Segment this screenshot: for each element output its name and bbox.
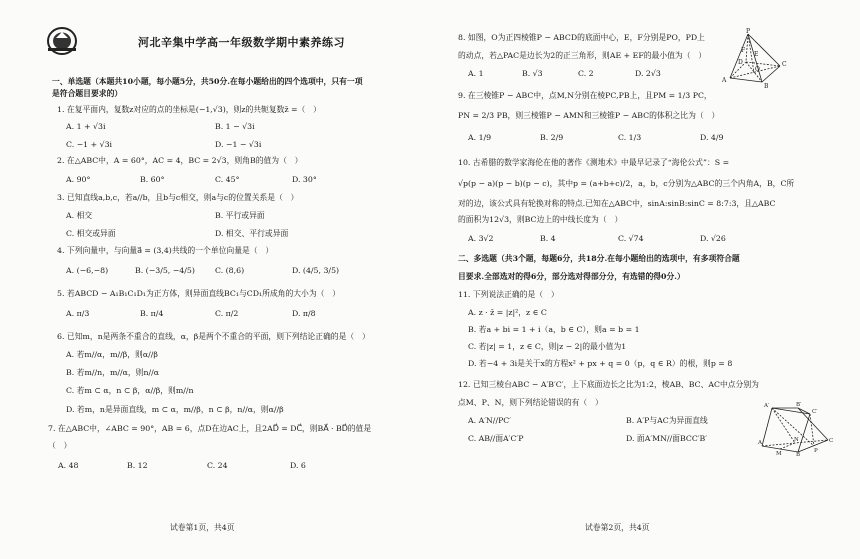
q11-option-a: A. z · z̄ = |z|²，z ∈ C xyxy=(468,308,547,317)
fig1-label-a: A xyxy=(722,77,727,84)
q9-option-b: B. 2/9 xyxy=(540,133,564,142)
fig2-label-c: C xyxy=(829,438,834,444)
q7-option-c: C. 24 xyxy=(207,461,228,470)
section-2-heading: 二、多选题（共3个题，每题6分，共18分.在每小题给出的选项中，有多项符合题 xyxy=(458,254,740,263)
q2-option-a: A. 90° xyxy=(66,175,91,184)
q6-option-d: D. 若m，n是异面直线，m ⊂ α，m//β，n ⊂ β，n//α，则α//β xyxy=(66,405,284,414)
fig2-label-b-prime: B′ xyxy=(796,402,802,408)
exam-title: 河北辛集中学高一年级数学期中素养练习 xyxy=(138,36,345,49)
q9-option-c: C. 1/3 xyxy=(618,133,642,142)
fig1-label-c: C xyxy=(782,61,787,68)
q4-option-c: C. (8,6) xyxy=(215,266,245,275)
q6-option-c: C. 若m ⊂ α，n ⊂ β，α//β，则m//n xyxy=(66,386,194,395)
q1-option-b: B. 1 − √3i xyxy=(215,122,255,131)
q12-option-c: C. AB//面A′C′P xyxy=(468,434,524,443)
fig2-label-a-prime: A′ xyxy=(764,403,770,409)
q5-option-a: A. π/3 xyxy=(66,309,90,318)
exam-page-2 xyxy=(430,0,860,559)
q1-option-a: A. 1 + √3i xyxy=(66,122,106,131)
question-10-cont-3: 的面积为12√3，则BC边上的中线长度为（ ） xyxy=(458,215,623,224)
fig1-label-o: O xyxy=(755,66,760,73)
fig2-label-b: B xyxy=(796,452,801,456)
section-1-heading: 一、单选题（本题共10小题，每小题5分，共50分.在每小题给出的四个选项中，只有一项 xyxy=(52,77,363,86)
q5-option-b: B. π/4 xyxy=(140,309,164,318)
q3-option-a: A. 相交 xyxy=(66,211,93,220)
q6-option-a: A. 若m//α，m//β，则α//β xyxy=(66,350,158,359)
question-5: 5. 若ABCD − A₁B₁C₁D₁为正方体，则异面直线BC₁与CD₁所成角的大小为（ ） xyxy=(57,289,341,298)
fig2-label-m: M xyxy=(776,451,782,456)
q1-option-d: D. −1 − √3i xyxy=(215,140,262,149)
fig1-label-p: P xyxy=(746,28,751,35)
q11-option-d: D. 若−4 + 3i是关于x的方程x² + px + q = 0（p，q ∈ R）的根，则p = 8 xyxy=(468,359,733,368)
question-1: 1. 在复平面内，复数z对应的点的坐标是(−1,√3)，则z的共轭复数z̄ =（ ） xyxy=(57,105,321,114)
fig2-label-a: A xyxy=(758,440,762,446)
q10-option-a: A. 3√2 xyxy=(468,234,494,243)
fig1-label-e: E xyxy=(754,51,759,58)
page-1-footer: 试卷第1页，共4页 xyxy=(170,523,235,532)
q4-option-b: B. (−3/5, −4/5) xyxy=(135,266,195,275)
q5-option-d: D. π/8 xyxy=(292,309,316,318)
fig1-label-d: D xyxy=(738,59,743,66)
q4-option-a: A. (−6,−8) xyxy=(66,266,109,275)
question-8: 8. 如图，O为正四棱锥P − ABCD的底面中心，E，F分别是PO，PD上 xyxy=(458,33,705,42)
fig1-label-f: F xyxy=(741,47,746,54)
q3-option-b: B. 平行或异面 xyxy=(215,211,265,220)
q8-option-c: C. 2 xyxy=(578,69,594,78)
q2-option-c: C. 45° xyxy=(215,175,240,184)
q7-option-a: A. 48 xyxy=(58,461,79,470)
question-10: 10. 古希腊的数学家海伦在他的著作《测地术》中最早记录了“海伦公式”：S = xyxy=(458,158,730,167)
q6-option-b: B. 若m//n，m//α，则n//α xyxy=(66,368,159,377)
pyramid-figure xyxy=(718,28,794,90)
question-10-cont-2: 对的边，该公式具有轮换对称的特点.已知在△ABC中，sinA:sinB:sinC = 8:7:3，且△ABC xyxy=(458,199,776,208)
frustum-figure xyxy=(758,400,834,456)
fig2-label-n: N xyxy=(794,437,799,443)
question-2: 2. 在△ABC中，A = 60°，AC = 4，BC = 2√3，则角B的值为（ ） xyxy=(57,156,303,165)
q12-option-b: B. A′P与AC为异面直线 xyxy=(626,416,708,425)
question-12: 12. 已知三棱台ABC − A′B′C′，上下底面边长之比为1:2，棱AB、BC、AC中点分别为 xyxy=(458,380,759,389)
q1-option-c: C. −1 + √3i xyxy=(66,140,113,149)
q9-option-d: D. 4/9 xyxy=(700,133,724,142)
q11-option-c: C. 若|z| = 1，z ∈ C，则|z − 2|的最小值为1 xyxy=(468,342,627,351)
school-logo-icon xyxy=(44,26,80,56)
section-2-heading-cont: 目要求.全部选对的得6分，部分选对得部分分，有选错的得0分.） xyxy=(458,272,685,281)
q9-option-a: A. 1/9 xyxy=(468,133,492,142)
q2-option-d: D. 30° xyxy=(292,175,317,184)
q10-option-d: D. √26 xyxy=(700,234,726,243)
q12-option-d: D. 面A′MN//面BCC′B′ xyxy=(626,434,708,443)
fig1-label-b: B xyxy=(764,83,769,90)
q3-option-d: D. 相交、平行或异面 xyxy=(215,229,289,238)
q2-option-b: B. 60° xyxy=(140,175,165,184)
fig2-label-p: P xyxy=(814,448,818,454)
question-7: 7. 在△ABC中，∠ABC = 90°，AB = 6，点D在边AC上，且2AD⃗ = DC⃗，则BA⃗ · BD⃗的值是 xyxy=(48,424,372,433)
question-9: 9. 在三棱锥P − ABC中，点M,N分别在棱PC,PB上，且PM = 1/3 PC， xyxy=(458,91,712,100)
section-1-heading-cont: 是符合题目要求的） xyxy=(52,89,123,98)
q8-option-d: D. 2√3 xyxy=(635,69,661,78)
q5-option-c: C. π/2 xyxy=(215,309,239,318)
q3-option-c: C. 相交或异面 xyxy=(66,229,116,238)
question-3: 3. 已知直线a,b,c，若a//b，且b与c相交，则a与c的位置关系是（ ） xyxy=(57,193,299,202)
q4-option-d: D. (4/5, 3/5) xyxy=(292,266,340,275)
q10-option-b: B. 4 xyxy=(540,234,556,243)
q7-option-b: B. 12 xyxy=(127,461,148,470)
question-12-cont: 点M、P、N，则下列结论错误的有（ ） xyxy=(458,398,603,407)
question-11: 11. 下列说法正确的是（ ） xyxy=(458,290,559,299)
question-8-cont: 的动点，若△PAC是边长为2的正三角形，则AE + EF的最小值为（ ） xyxy=(458,51,707,60)
q8-option-b: B. √3 xyxy=(522,69,543,78)
question-7-cont: （ ） xyxy=(48,441,72,450)
q10-option-c: C. √74 xyxy=(618,234,644,243)
q12-option-a: A. A′N//PC′ xyxy=(468,416,512,425)
page-2-footer: 试卷第2页，共4页 xyxy=(585,523,650,532)
question-10-cont-1: √p(p − a)(p − b)(p − c)，其中p = (a+b+c)/2，a，b，c分别为△ABC的三个内角A，B，C所 xyxy=(458,179,795,188)
question-6: 6. 已知m，n是两条不重合的直线，α，β是两个不重合的平面，则下列结论正确的是（ ） xyxy=(57,332,370,341)
q7-option-d: D. 6 xyxy=(290,461,306,470)
question-4: 4. 下列向量中，与向量a⃗ = (3,4)共线的一个单位向量是（ ） xyxy=(57,246,274,255)
fig2-label-c-prime: C′ xyxy=(812,409,818,415)
q8-option-a: A. 1 xyxy=(468,69,484,78)
question-9-cont: PN = 2/3 PB，则三棱锥P − AMN和三棱锥P − ABC的体积之比为（ ） xyxy=(458,111,720,120)
q11-option-b: B. 若a + bi = 1 + i（a，b ∈ C），则a = b = 1 xyxy=(468,325,640,334)
